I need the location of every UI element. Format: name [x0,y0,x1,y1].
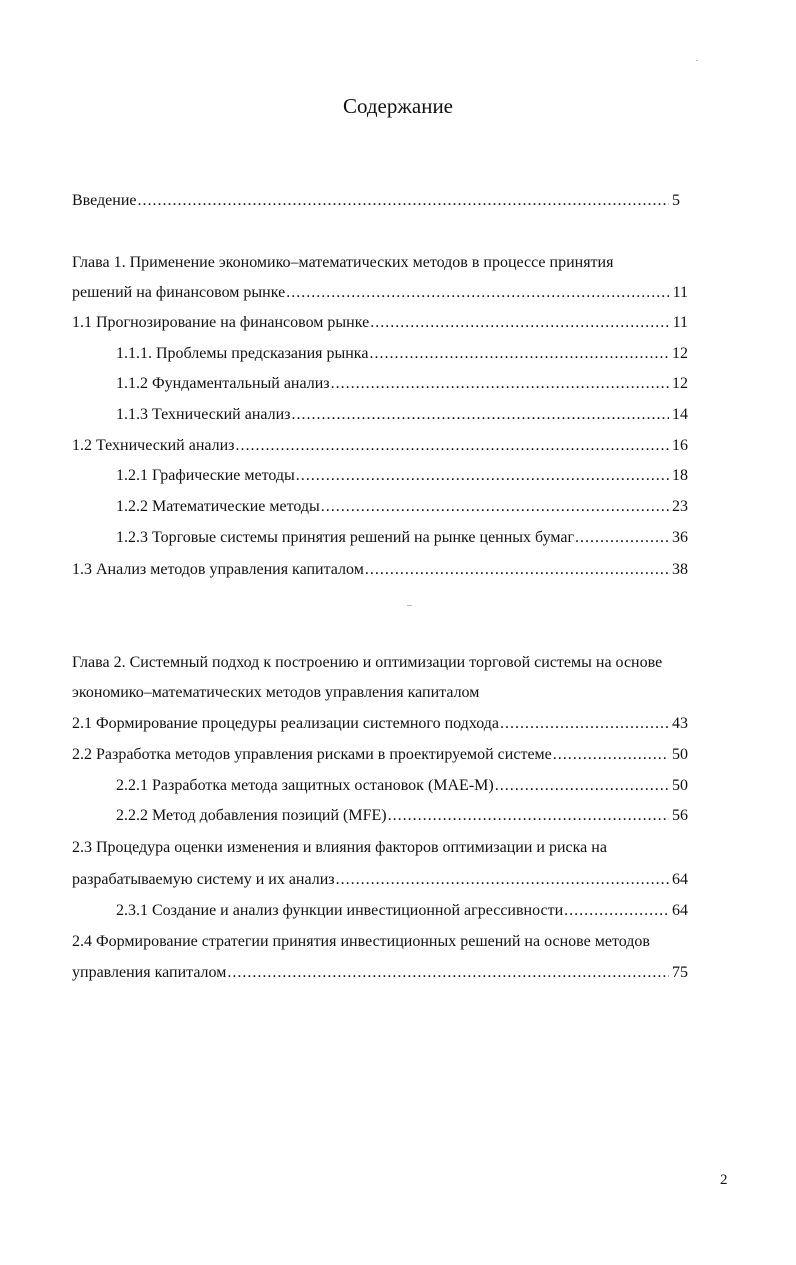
leader-dots [388,801,669,831]
toc-entry-1-2 [72,431,688,461]
toc-entry-intro [72,186,680,216]
scan-speck [407,605,412,606]
toc-entry-2-3-line-1: 2.3 Процедура оценки изменения и влияния факторов оптимизации и риска на [72,839,607,856]
scan-speck [696,60,698,61]
toc-page-number: 50 [672,746,688,763]
toc-entry-text: 2.2.1 Разработка метода защитных остановок (МАЕ-М) [116,777,494,794]
toc-page-number: 14 [672,406,688,423]
toc-chapter-2-line-1: Глава 2. Системный подход к построению и оптимизации торговой системы на основе [72,654,663,671]
toc-entry-2-3-1 [116,896,688,926]
toc-entry-text: 1.3 Анализ методов управления капиталом [72,561,364,578]
toc-entry-text: 1.1.3 Технический анализ [116,406,291,423]
toc-page-number: 75 [672,964,688,981]
toc-entry-2-2 [72,740,688,770]
toc-page-number: 64 [672,871,688,888]
toc-page-number: 18 [672,467,688,484]
toc-entry-1-1-3 [116,400,688,430]
leader-dots [292,400,670,430]
toc-entry-text: 1.1.2 Фундаментальный анализ [116,375,330,392]
page-title: Содержание [342,94,454,118]
toc-entry-2-4 [72,958,688,988]
toc-entry-text: 1.1.1. Проблемы предсказания рынка [116,345,369,362]
toc-page-number: 16 [672,437,688,454]
toc-entry-text: 1.2.3 Торговые системы принятия решений на рынке ценных бумаг [116,529,575,546]
toc-entry-text: 1.2 Технический анализ [72,437,235,454]
leader-dots [227,958,669,988]
toc-entry-2-3 [72,865,688,895]
toc-page-number: 56 [672,807,688,824]
leader-dots [138,186,670,216]
toc-entry-text: 2.3.1 Создание и анализ функции инвестиционной агрессивности [116,902,564,919]
leader-dots [296,461,669,491]
page-number: 2 [720,1172,728,1188]
toc-entry-2-1 [72,709,688,739]
toc-page-number: 38 [672,561,688,578]
toc-entry-2-4-line-1: 2.4 Формирование стратегии принятия инвестиционных решений на основе методов [72,933,650,950]
toc-page-number: 12 [672,375,688,392]
leader-dots [575,523,669,553]
leader-dots [369,339,669,369]
toc-entry-2-2-2 [116,801,688,831]
toc-entry-1-1 [72,308,688,338]
toc-page-number: 43 [672,715,688,732]
leader-dots [564,896,669,926]
toc-entry-1-3 [72,555,688,585]
leader-dots [321,492,669,522]
leader-dots [495,771,669,801]
toc-entry-1-1-2 [116,369,688,399]
toc-chapter-1-line-1: Глава 1. Применение экономико–математических методов в процессе принятия [72,254,614,271]
toc-chapter-1 [72,278,688,308]
toc-entry-2-2-1 [116,771,688,801]
toc-page-number: 11 [672,284,688,301]
toc-entry-1-2-2 [116,492,688,522]
toc-page-number: 64 [672,902,688,919]
toc-entry-1-2-1 [116,461,688,491]
toc-entry-text: 1.1 Прогнозирование на финансовом рынке [72,314,370,331]
toc-entry-text: Введение [72,192,137,209]
leader-dots [336,865,669,895]
toc-page-number: 50 [672,777,688,794]
toc-entry-text: 2.2.2 Метод добавления позиций (MFE) [116,807,387,824]
toc-page-number: 11 [672,314,688,331]
toc-page-number: 5 [672,192,680,209]
toc-entry-1-2-3 [116,523,688,553]
leader-dots [553,740,669,770]
toc-entry-text: управления капиталом [72,964,227,981]
leader-dots [286,278,669,308]
toc-entry-text: разрабатываемую систему и их анализ [72,871,335,888]
toc-page-number: 36 [672,529,688,546]
toc-entry-text: 1.2.1 Графические методы [116,467,295,484]
leader-dots [365,555,669,585]
toc-entry-text: 1.2.2 Математические методы [116,498,320,515]
toc-entry-text: решений на финансовом рынке [72,284,286,301]
toc-entry-text: 2.1 Формирование процедуры реализации системного подхода [72,715,499,732]
toc-page-number: 12 [672,345,688,362]
leader-dots [331,369,669,399]
leader-dots [370,308,669,338]
toc-chapter-2-line-2: экономико–математических методов управления капиталом [72,684,480,701]
leader-dots [500,709,669,739]
toc-page-number: 23 [672,498,688,515]
toc-entry-text: 2.2 Разработка методов управления рисками в проектируемой системе [72,746,552,763]
toc-entry-1-1-1 [116,339,688,369]
leader-dots [236,431,670,461]
